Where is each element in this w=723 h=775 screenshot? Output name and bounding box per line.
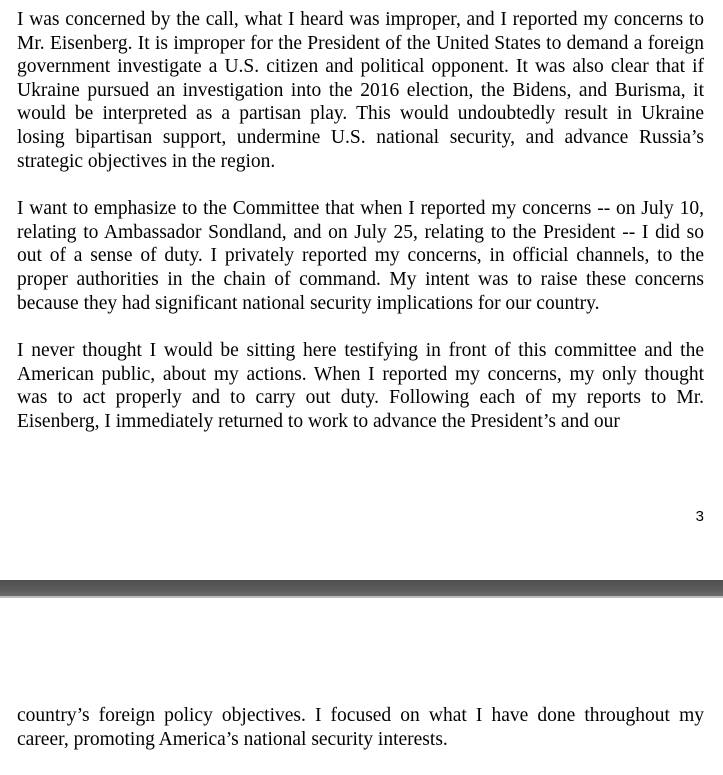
paragraph-concern-call: I was concerned by the call, what I heard was improper, and I reported my concerns to Mr. Eisenberg. It is improper for the President of the United States to demand a foreign government investigate a U.S. citizen and political opponent. It was also clear that if Ukraine pursued an investigation into the 2016 election, the Bidens, and Burisma, it would be interpreted as a partisan play. This would undoubtedly result in Ukraine losing bipartisan support, undermine U.S. national security, and advance Russia’s strategic objectives in the region. bbox=[17, 9, 704, 172]
page-number: 3 bbox=[695, 508, 704, 525]
paragraph-testifying: I never thought I would be sitting here testifying in front of this committee and the American public, about my actions. When I reported my concerns, my only thought was to act properly and to carry out duty. Following each of my reports to Mr. Eisenberg, I immediately returned to work to advance the President’s and our bbox=[17, 340, 704, 432]
document-page-4 bbox=[0, 598, 723, 770]
page-body bbox=[17, 704, 704, 775]
paragraph-continuation: country’s foreign policy objectives. I focused on what I have done throughout my career, promoting America’s national security interests. bbox=[17, 705, 704, 750]
page-separator bbox=[0, 580, 723, 598]
page-body bbox=[17, 8, 704, 458]
paragraph-reported-concerns: I want to emphasize to the Committee that when I reported my concerns -- on July 10, relating to Ambassador Sondland, and on July 25, relating to the President -- I did so out of a sense of duty. I privately reported my concerns, in official channels, to the proper authorities in the chain of command. My intent was to raise these concerns because they had significant national security implications for our country. bbox=[17, 198, 704, 314]
page-separator-bar bbox=[0, 580, 723, 596]
